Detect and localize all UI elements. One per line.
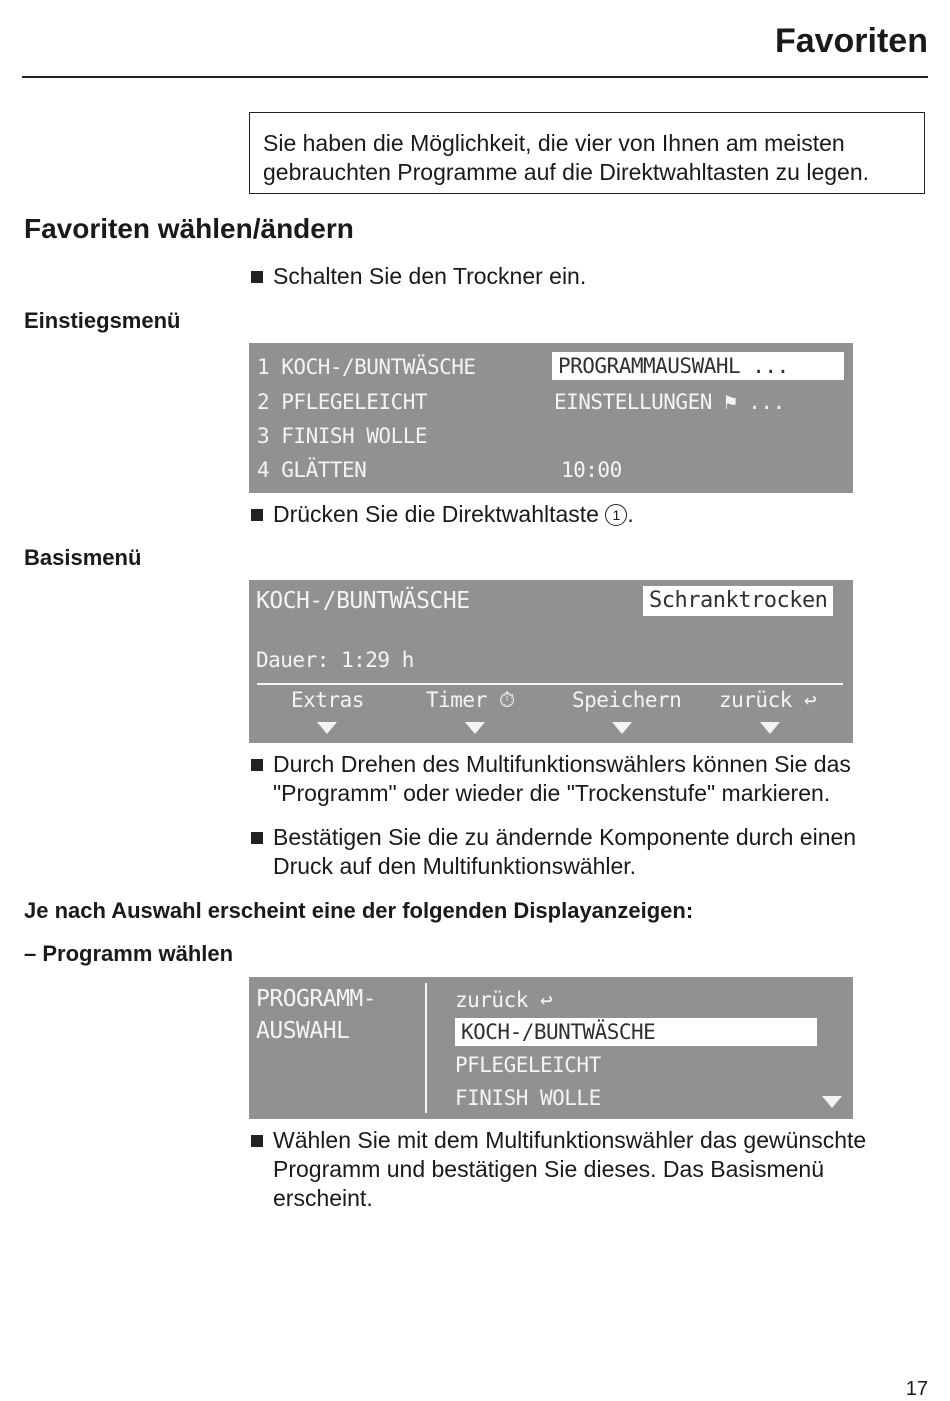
bullet-square-icon (251, 1135, 263, 1147)
dry-level-selected: Schranktrocken (643, 586, 833, 616)
step-text: Durch Drehen des Multifunktionswählers können Sie das "Programm" oder wieder die "Trockenstufe" markieren. (273, 751, 851, 806)
duration: Dauer: 1:29 h (256, 648, 414, 672)
menu-programmauswahl: PROGRAMMAUSWAHL ... (552, 352, 844, 380)
arrow-down-icon (465, 722, 485, 734)
program-3: 3 FINISH WOLLE (257, 424, 428, 448)
key-1-icon: 1 (605, 504, 627, 526)
section-title: Favoriten wählen/ändern (24, 213, 354, 244)
arrow-down-icon (317, 722, 337, 734)
step-item (249, 500, 919, 529)
softkey-divider (257, 683, 843, 685)
softkey-speichern: Speichern (572, 688, 682, 712)
program-2: 2 PFLEGELEICHT (257, 390, 428, 414)
softkey-extras: Extras (291, 688, 364, 712)
step-text-end: . (627, 501, 634, 527)
step-text: Drücken Sie die Direktwahltaste (273, 501, 606, 527)
display-variants-heading: Je nach Auswahl erscheint eine der folgenden Displayanzeigen: (24, 898, 694, 923)
bullet-square-icon (251, 759, 263, 771)
step-item (249, 823, 919, 881)
subheading-programm-waehlen: – Programm wählen (24, 941, 234, 966)
info-box: Sie haben die Möglichkeit, die vier von Ihnen am meisten gebrauchten Programme auf die Direktwahltasten zu legen. (249, 112, 925, 194)
display-programmauswahl (249, 977, 853, 1119)
step-text: Wählen Sie mit dem Multifunktionswähler das gewünschte Programm und bestätigen Sie dieses. Das Basismenü erscheint. (273, 1127, 867, 1211)
scroll-down-icon (822, 1096, 842, 1108)
softkey-timer: Timer ⏱ (426, 688, 515, 712)
display-einstiegsmenue (249, 343, 853, 493)
bullet-square-icon (251, 271, 263, 283)
list-item-selected: KOCH-/BUNTWÄSCHE (455, 1018, 817, 1046)
program-name: KOCH-/BUNTWÄSCHE (256, 588, 470, 614)
list-item: PFLEGELEICHT (455, 1053, 601, 1077)
page-header-title: Favoriten (774, 22, 928, 60)
column-divider (425, 983, 427, 1113)
header-divider (22, 76, 928, 78)
step-item (249, 262, 919, 291)
label-basismenue: Basismenü (24, 545, 142, 570)
bullet-square-icon (251, 509, 263, 521)
step-item (249, 750, 919, 808)
list-item: FINISH WOLLE (455, 1086, 601, 1110)
step-item (249, 1126, 919, 1213)
label-einstiegsmenue: Einstiegsmenü (24, 308, 181, 333)
arrow-down-icon (612, 722, 632, 734)
page-number: 17 (905, 1378, 928, 1400)
clock-time: 10:00 (561, 458, 622, 482)
program-4: 4 GLÄTTEN (257, 458, 367, 482)
menu-einstellungen: EINSTELLUNGEN ⚑ ... (554, 390, 785, 414)
display-title-line2: AUSWAHL (256, 1018, 350, 1044)
step-text: Schalten Sie den Trockner ein. (273, 263, 587, 289)
display-basismenue (249, 580, 853, 743)
bullet-square-icon (251, 832, 263, 844)
display-title-line1: PROGRAMM- (256, 986, 377, 1012)
arrow-down-icon (760, 722, 780, 734)
step-text: Bestätigen Sie die zu ändernde Komponente durch einen Druck auf den Multifunktionswähler. (273, 824, 857, 879)
program-1: 1 KOCH-/BUNTWÄSCHE (257, 355, 476, 379)
softkey-zurueck: zurück ↩ (719, 688, 817, 712)
list-item-zurueck: zurück ↩ (455, 988, 553, 1012)
